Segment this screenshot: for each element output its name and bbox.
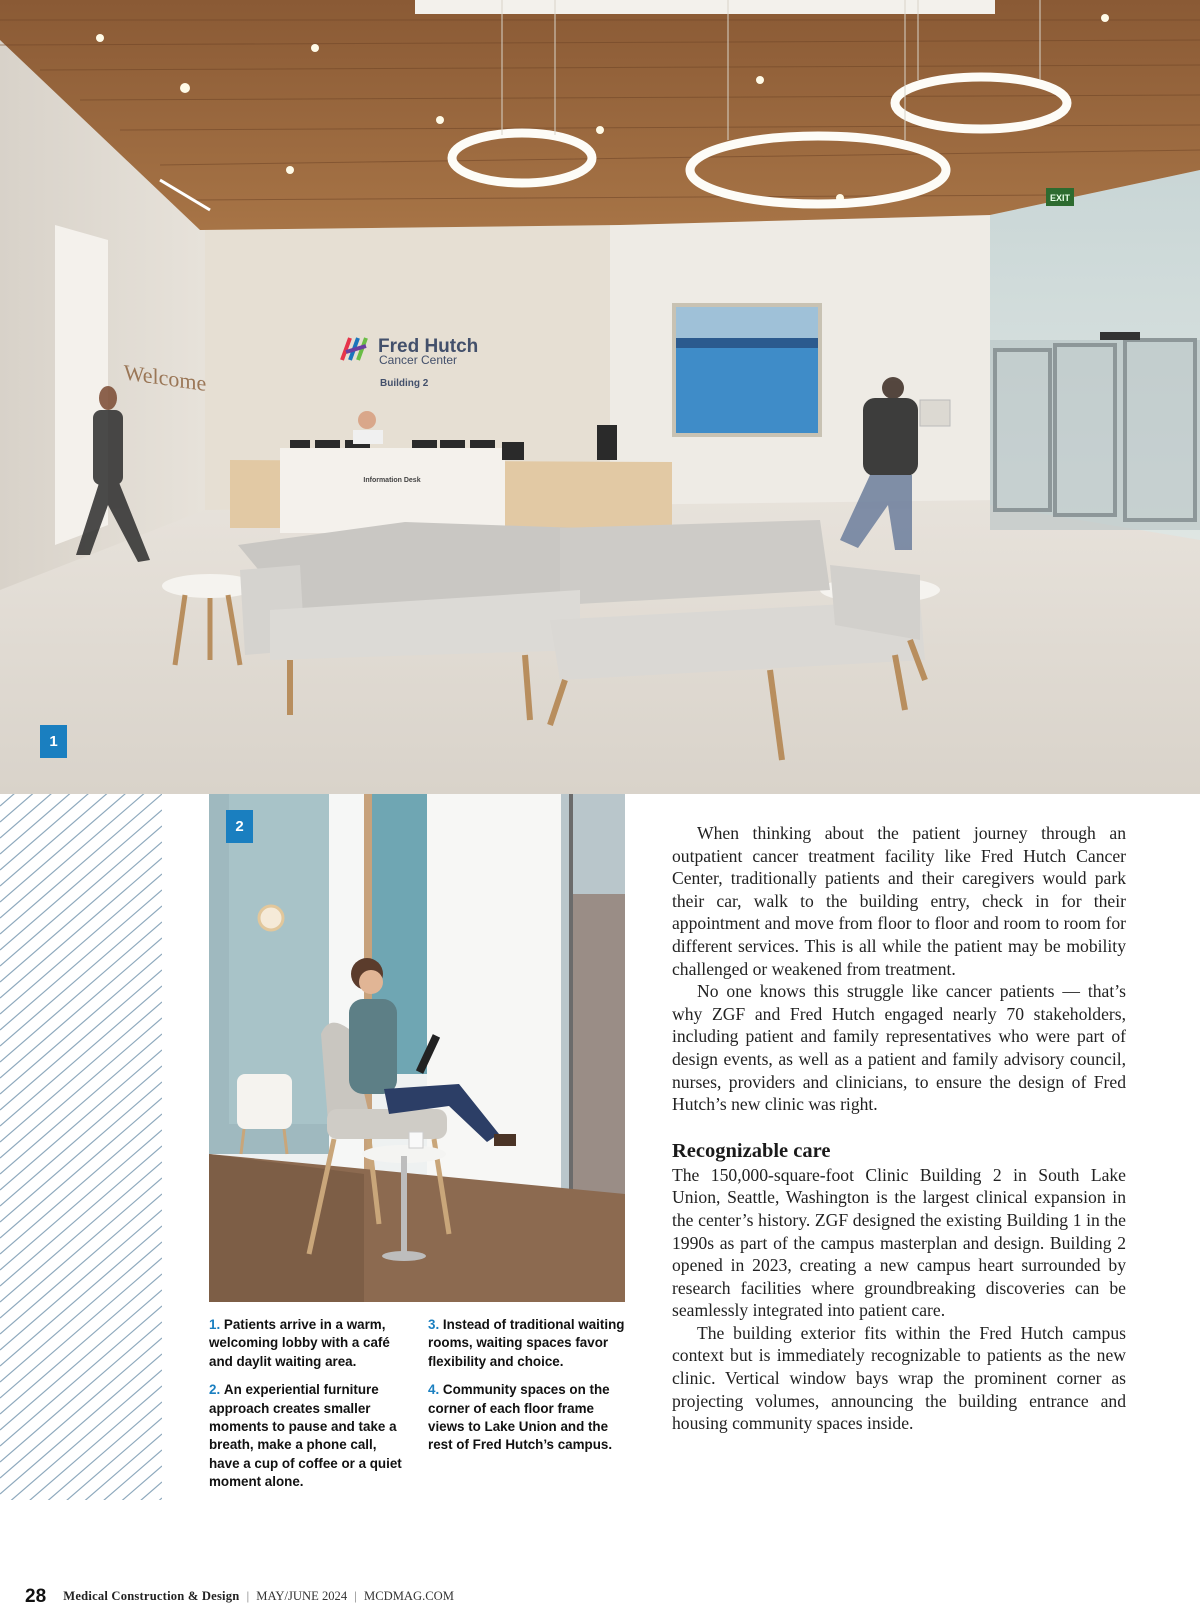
stripe-line xyxy=(0,1066,162,1206)
svg-text:Fred Hutch: Fred Hutch xyxy=(378,336,479,357)
stripe-line xyxy=(0,938,162,1078)
stripe-line xyxy=(0,890,162,1030)
issue-date: MAY/JUNE 2024 xyxy=(256,1589,348,1603)
stripe-line xyxy=(0,906,162,1046)
stripe-line xyxy=(0,1146,162,1286)
lobby-illustration xyxy=(0,0,1200,794)
stripe-line xyxy=(0,1210,162,1350)
stripe-line xyxy=(0,970,162,1110)
caption-number: 2. xyxy=(209,1382,221,1398)
stripe-line xyxy=(0,1434,162,1500)
exit-sign: EXIT xyxy=(1049,193,1071,203)
stripe-line xyxy=(0,1322,162,1462)
welcome-sign: Welcome xyxy=(123,359,207,396)
magazine-name: Medical Construction & Design xyxy=(63,1589,240,1603)
caption-text: Instead of traditional waiting rooms, waiting spaces favor flexibility and choice. xyxy=(428,1317,625,1369)
photo-number-badge: 1 xyxy=(40,725,67,758)
stripe-line xyxy=(0,1018,162,1158)
stripe-line xyxy=(0,1482,162,1500)
stripe-line xyxy=(0,1498,162,1500)
stripe-line xyxy=(0,1354,162,1494)
stripe-line xyxy=(0,1114,162,1254)
stripe-line xyxy=(0,794,162,886)
stripe-line xyxy=(0,794,162,934)
waiting-area-illustration xyxy=(209,794,625,1302)
stripe-line xyxy=(0,1002,162,1142)
stripe-line xyxy=(0,1162,162,1302)
stripe-line xyxy=(0,1274,162,1414)
stripe-line xyxy=(0,842,162,982)
article-paragraph: The building exterior fits within the Fred Hutch campus context but is immediately recognizable to patients as the new clinic. Vertical window bays wrap the prominent corner as projecting volumes, announcing the building entrance and housing community spaces inside. xyxy=(672,1322,1126,1434)
stripe-line xyxy=(0,1098,162,1238)
stripe-line xyxy=(0,1370,162,1500)
svg-text:Cancer Center: Cancer Center xyxy=(379,353,458,367)
footer-separator: | xyxy=(246,1589,250,1603)
caption-number: 3. xyxy=(428,1317,440,1332)
stripe-line xyxy=(0,858,162,998)
caption-column-left xyxy=(209,1316,407,1502)
stripe-line xyxy=(0,1242,162,1382)
stripe-line xyxy=(0,1178,162,1318)
section-heading: Recognizable care xyxy=(672,1139,831,1162)
website: MCDMAG.COM xyxy=(364,1589,454,1603)
caption-text: An experiential furniture approach creates smaller moments to pause and take a breath, make a phone call, have a cup of coffee or a quiet moment alone. xyxy=(209,1382,402,1490)
stripe-line xyxy=(0,794,162,854)
stripe-line xyxy=(0,810,162,950)
article-paragraph: The 150,000-square-foot Clinic Building 2 in South Lake Union, Seattle, Washington is the largest clinical expansion in the center’s history. ZGF designed the existing Building 1 in the 1990s as part of the campus masterplan and design. Building 2 opened in 2023, creating a new campus heart surrounded by research facilities where groundbreaking discoveries can be seamlessly integrated into patient care. xyxy=(672,1164,1126,1321)
stripe-line xyxy=(0,1050,162,1190)
stripe-line xyxy=(0,1258,162,1398)
stripe-line xyxy=(0,874,162,1014)
waiting-area-photo xyxy=(209,794,625,1302)
information-desk-sign: Information Desk xyxy=(363,477,421,484)
article-body xyxy=(672,822,1126,1435)
caption-3 xyxy=(428,1316,625,1371)
stripe-line xyxy=(0,1290,162,1430)
page-footer xyxy=(25,1586,454,1608)
caption-number: 1. xyxy=(209,1317,221,1332)
stripe-line xyxy=(0,1306,162,1446)
lobby-photo xyxy=(0,0,1200,794)
stripe-line xyxy=(0,794,162,822)
stripe-line xyxy=(0,1226,162,1366)
stripe-line xyxy=(0,794,162,918)
stripe-line xyxy=(0,826,162,966)
stripe-line xyxy=(0,1386,162,1500)
caption-4 xyxy=(428,1381,625,1455)
caption-column-right xyxy=(428,1316,625,1465)
stripe-line xyxy=(0,1402,162,1500)
page-number: 28 xyxy=(25,1586,47,1607)
stripe-line xyxy=(0,954,162,1094)
article-paragraph: No one knows this struggle like cancer patients — that’s why ZGF and Fred Hutch engaged nearly 70 stakeholders, including patient and family representatives who were part of design events, as well as a patient and family advisory council, nurses, providers and clinicians, to ensure the design of Fred Hutch’s new clinic was right. xyxy=(672,981,1126,1115)
decorative-stripes xyxy=(0,794,162,1500)
caption-text: Patients arrive in a warm, welcoming lobby with a café and daylit waiting area. xyxy=(209,1317,390,1369)
svg-text:Building 2: Building 2 xyxy=(380,378,429,389)
caption-1 xyxy=(209,1316,407,1371)
caption-text: Community spaces on the corner of each floor frame views to Lake Union and the rest of Fred Hutch’s campus. xyxy=(428,1382,613,1453)
stripe-line xyxy=(0,1034,162,1174)
stripe-line xyxy=(0,1082,162,1222)
stripe-line xyxy=(0,986,162,1126)
stripe-line xyxy=(0,1130,162,1270)
stripe-line xyxy=(0,922,162,1062)
photo-number-badge: 2 xyxy=(226,810,253,843)
caption-2 xyxy=(209,1381,407,1491)
stripe-line xyxy=(0,1338,162,1478)
footer-separator: | xyxy=(354,1589,357,1603)
stripe-line xyxy=(0,1194,162,1334)
article-paragraph: When thinking about the patient journey through an outpatient cancer treatment facility like Fred Hutch Cancer Center, traditionally patients and their caregivers would park their car, walk to the building entry, check in for their appointment and move from floor to floor and room to room for different services. This is all while the patient may be mobility challenged or weakened from treatment. xyxy=(672,823,1126,979)
caption-number: 4. xyxy=(428,1382,440,1398)
